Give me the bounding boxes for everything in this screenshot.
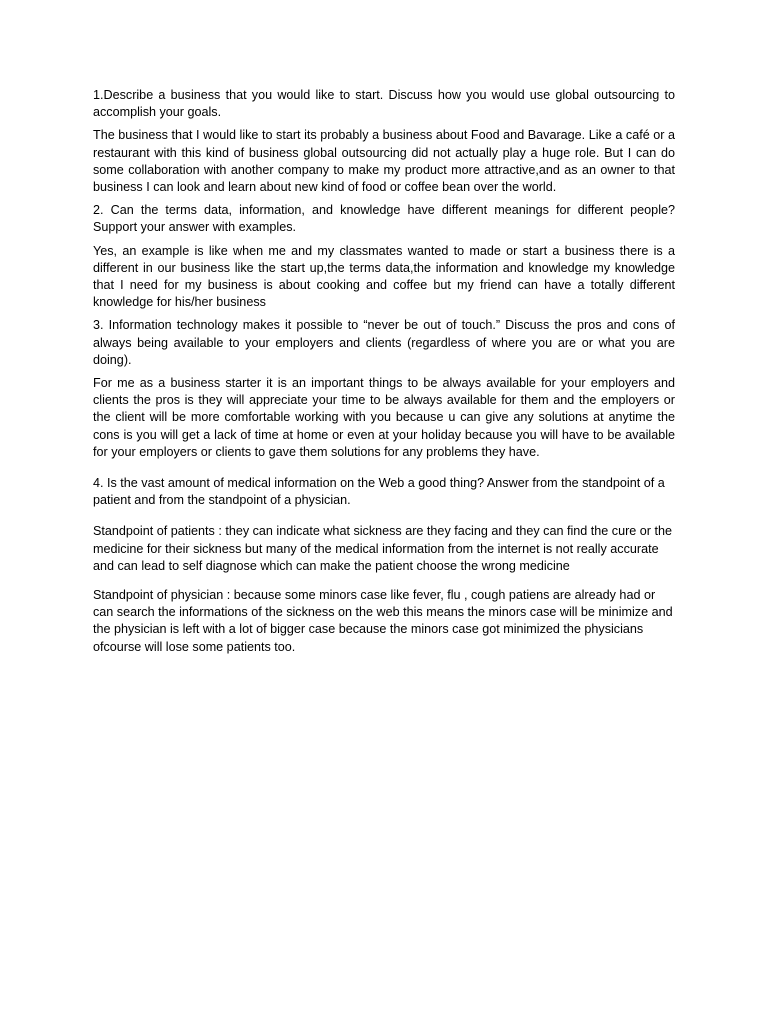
- answer-1: The business that I would like to start its probably a business about Food and Bavarage. Like a café or a restaurant with this kind of business global outsourcing did not actually play a huge role. But I can do some collaboration with another company to make my product more attractive,and as an owner to that business I can look and learn about new kind of food or coffee bean over the world.: [93, 128, 675, 195]
- question-1: 1.Describe a business that you would like to start. Discuss how you would use global outsourcing to accomplish your goals.: [93, 88, 675, 120]
- question-4: 4. Is the vast amount of medical information on the Web a good thing? Answer from the standpoint of a patient and from the standpoint of a physician.: [93, 476, 665, 508]
- answer-3: For me as a business starter it is an important things to be always available for your employers and clients the pros is they will appreciate your time to be always available for them and the employers or the client will be more comfortable working with you because u can give any solutions at anytime the cons is you will get a lack of time at home or even at your holiday because you will have to be available for your employers or clients to gave them solutions for any problems they have.: [93, 376, 675, 459]
- answer-4-physician: Standpoint of physician : because some minors case like fever, flu , cough patiens are already had or can search the informations of the sickness on the web this means the minors case will be minimize and the physician is left with a lot of bigger case because the minors case got minimized the physicians ofcourse will lose some patients too.: [93, 588, 673, 654]
- answer-2: Yes, an example is like when me and my classmates wanted to made or start a business there is a different in our business like the start up,the terms data,the information and knowledge my knowledge that I need for my business is about cooking and coffee but my friend can have a totally different knowledge for his/her business: [93, 243, 675, 310]
- answer-4-patient: Standpoint of patients : they can indicate what sickness are they facing and they can find the cure or the medicine for their sickness but many of the medical information from the internet is not really accurate and can lead to self diagnose which can make the patient choose the wrong medicine: [93, 524, 672, 573]
- question-3: 3. Information technology makes it possible to “never be out of touch.” Discuss the pros and cons of always being available to your employers and clients (regardless of where you are or what you are doing).: [93, 318, 675, 367]
- question-2: 2. Can the terms data, information, and knowledge have different meanings for different people? Support your answer with examples.: [93, 203, 675, 235]
- document-body: [93, 87, 675, 662]
